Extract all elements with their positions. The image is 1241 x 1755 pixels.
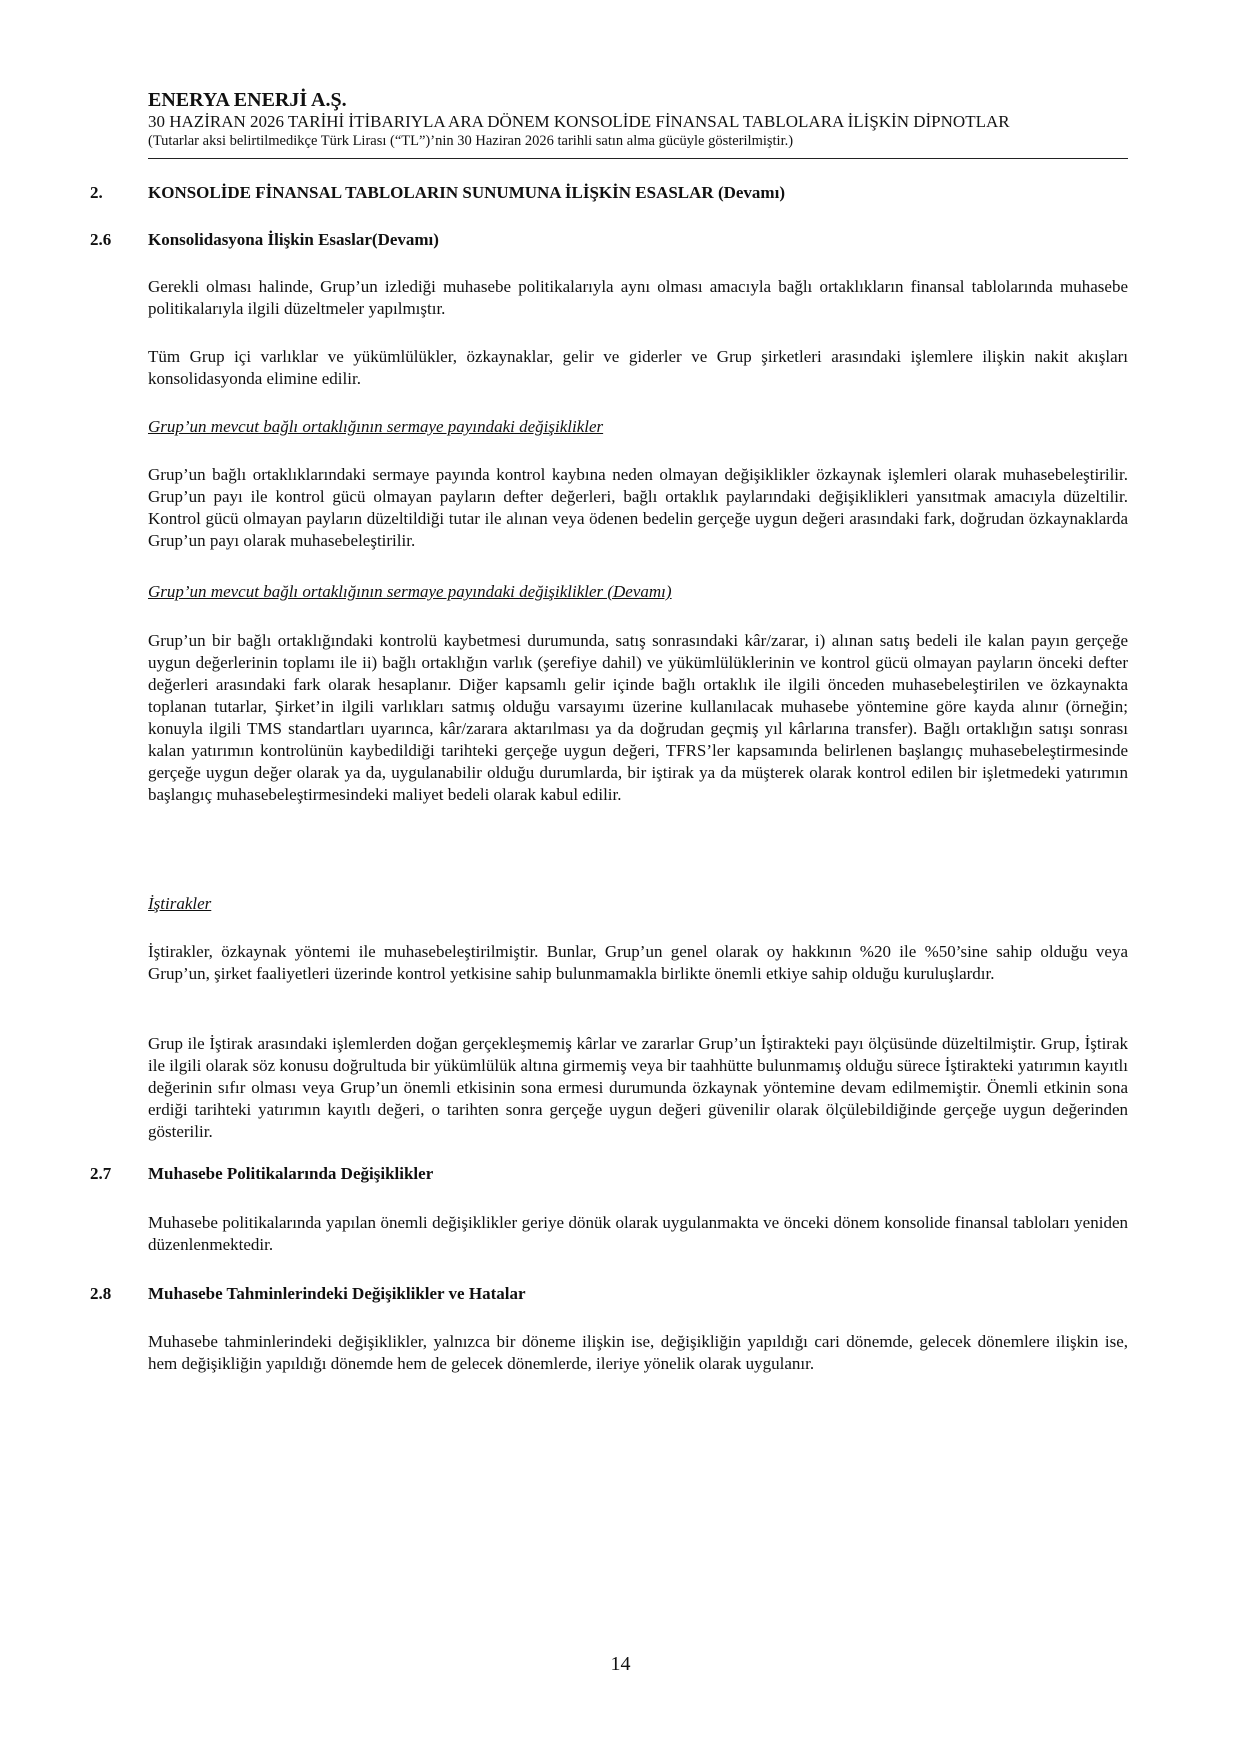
subsection-2-6-title: Konsolidasyona İlişkin Esaslar(Devamı) [148, 230, 439, 249]
report-title: 30 HAZİRAN 2026 TARİHİ İTİBARIYLA ARA DÖNEM KONSOLİDE FİNANSAL TABLOLARA İLİŞKİN DİPNOTLAR [148, 112, 1010, 131]
paragraph: İştirakler, özkaynak yöntemi ile muhasebeleştirilmiştir. Bunlar, Grup’un genel olarak oy hakkının %20 ile %50’sine sahip olduğu veya Grup’un, şirket faaliyetleri üzerinde kontrol yetkisine sahip bulunmamakla birlikte önemli etkiye sahip olduğu kuruluşlardır. [148, 942, 1128, 983]
paragraph: Muhasebe politikalarında yapılan önemli değişiklikler geriye dönük olarak uygulanmakta ve önceki dönem konsolide finansal tabloları yeniden düzenlenmektedir. [148, 1213, 1128, 1254]
currency-note: (Tutarlar aksi belirtilmedikçe Türk Lirası (“TL”)’nin 30 Haziran 2026 tarihli satın alma gücüyle gösterilmiştir.) [148, 133, 794, 149]
subheading-capital-share-changes: Grup’un mevcut bağlı ortaklığının sermaye payındaki değişiklikler [148, 417, 604, 436]
paragraph: Tüm Grup içi varlıklar ve yükümlülükler, özkaynaklar, gelir ve giderler ve Grup şirketleri arasındaki işlemlere ilişkin nakit akışları konsolidasyonda elimine edilir. [148, 347, 1128, 388]
page-number: 14 [610, 1653, 631, 1675]
page-header [148, 88, 1128, 150]
section-number: 2. [90, 183, 103, 202]
paragraph: Grup’un bağlı ortaklıklarındaki sermaye payında kontrol kaybına neden olmayan değişiklikler özkaynak işlemleri olarak muhasebeleştirilir. Grup’un payı ile kontrol gücü olmayan payların defter değerleri, bağlı ortaklık paylarındaki değişiklikleri yansıtmak amacıyla düzeltilir. Kontrol gücü olmayan payların düzeltildiği tutar ile alınan veya ödenen bedelin gerçeğe uygun değeri arasındaki fark, doğrudan özkaynaklarda Grup’un payı olarak muhasebeleştirilir. [148, 465, 1128, 550]
subsection-2-7-number: 2.7 [90, 1164, 112, 1183]
subsection-2-6-number: 2.6 [90, 230, 112, 249]
subheading-associates: İştirakler [148, 894, 212, 913]
subsection-2-8-title: Muhasebe Tahminlerindeki Değişiklikler ve Hatalar [148, 1284, 526, 1303]
subheading-capital-share-changes-cont: Grup’un mevcut bağlı ortaklığının sermaye payındaki değişiklikler (Devamı) [148, 582, 672, 601]
company-name: ENERYA ENERJİ A.Ş. [148, 89, 347, 111]
paragraph: Gerekli olması halinde, Grup’un izlediği muhasebe politikalarıyla aynı olması amacıyla bağlı ortaklıkların finansal tablolarında muhasebe politikalarıyla ilgili düzeltmeler yapılmıştır. [148, 277, 1128, 318]
paragraph: Muhasebe tahminlerindeki değişiklikler, yalnızca bir döneme ilişkin ise, değişikliğin yapıldığı cari dönemde, gelecek dönemlere ilişkin ise, hem değişikliğin yapıldığı dönemde hem de gelecek dönemlerde, ileriye yönelik olarak uygulanır. [148, 1332, 1128, 1373]
subsection-2-7-title: Muhasebe Politikalarında Değişiklikler [148, 1164, 434, 1183]
header-divider [148, 158, 1128, 159]
subsection-2-8-number: 2.8 [90, 1284, 112, 1303]
paragraph: Grup ile İştirak arasındaki işlemlerden doğan gerçekleşmemiş kârlar ve zararlar Grup’un İştirakteki payı ölçüsünde düzeltilmiştir. Grup, İştirak ile ilgili olarak söz konusu doğrultuda bir yükümlülük altına girmemiş veya bir taahhütte bulunmamış olduğu sürece İştirakteki yatırımın kayıtlı değerinin sıfır olması veya Grup’un önemli etkisinin sona ermesi durumunda özkaynak yöntemine devam edilmemiştir. Önemli etkinin sona erdiği tarihteki yatırımın kayıtlı değeri, o tarihten sonra gerçeğe uygun değeri güvenilir olarak ölçülebildiğinde gerçeğe uygun değerinden gösterilir. [148, 1034, 1128, 1141]
section-title: KONSOLİDE FİNANSAL TABLOLARIN SUNUMUNA İLİŞKİN ESASLAR (Devamı) [148, 183, 785, 202]
paragraph: Grup’un bir bağlı ortaklığındaki kontrolü kaybetmesi durumunda, satış sonrasındaki kâr/zarar, i) alınan satış bedeli ile kalan payın gerçeğe uygun değerlerinin toplamı ile ii) bağlı ortaklığın varlık (şerefiye dahil) ve yükümlülüklerinin ve kontrol gücü olmayan payların önceki defter değerleri arasındaki fark olarak hesaplanır. Diğer kapsamlı gelir içinde bağlı ortaklık ile ilgili önceden muhasebeleştirilen ve özkaynakta toplanan tutarlar, Şirket’in ilgili varlıkları satmış olduğu varsayımı üzerine kullanılacak muhasebe yöntemine göre kayda alınır (örneğin; konuyla ilgili TMS standartları uyarınca, kâr/zarara aktarılması ya da doğrudan geçmiş yıl kârlarına transfer). Bağlı ortaklığın satışı sonrası kalan yatırımın kontrolünün kaybedildiği tarihteki gerçeğe uygun değeri, TFRS’ler kapsamında belirlenen başlangıç muhasebeleştirmesinde gerçeğe uygun değer olarak ya da, uygulanabilir olduğu durumlarda, bir iştirak ya da müşterek olarak kontrol edilen bir işletmedeki yatırımın başlangıç muhasebeleştirmesindeki maliyet bedeli olarak kabul edilir. [148, 631, 1128, 804]
